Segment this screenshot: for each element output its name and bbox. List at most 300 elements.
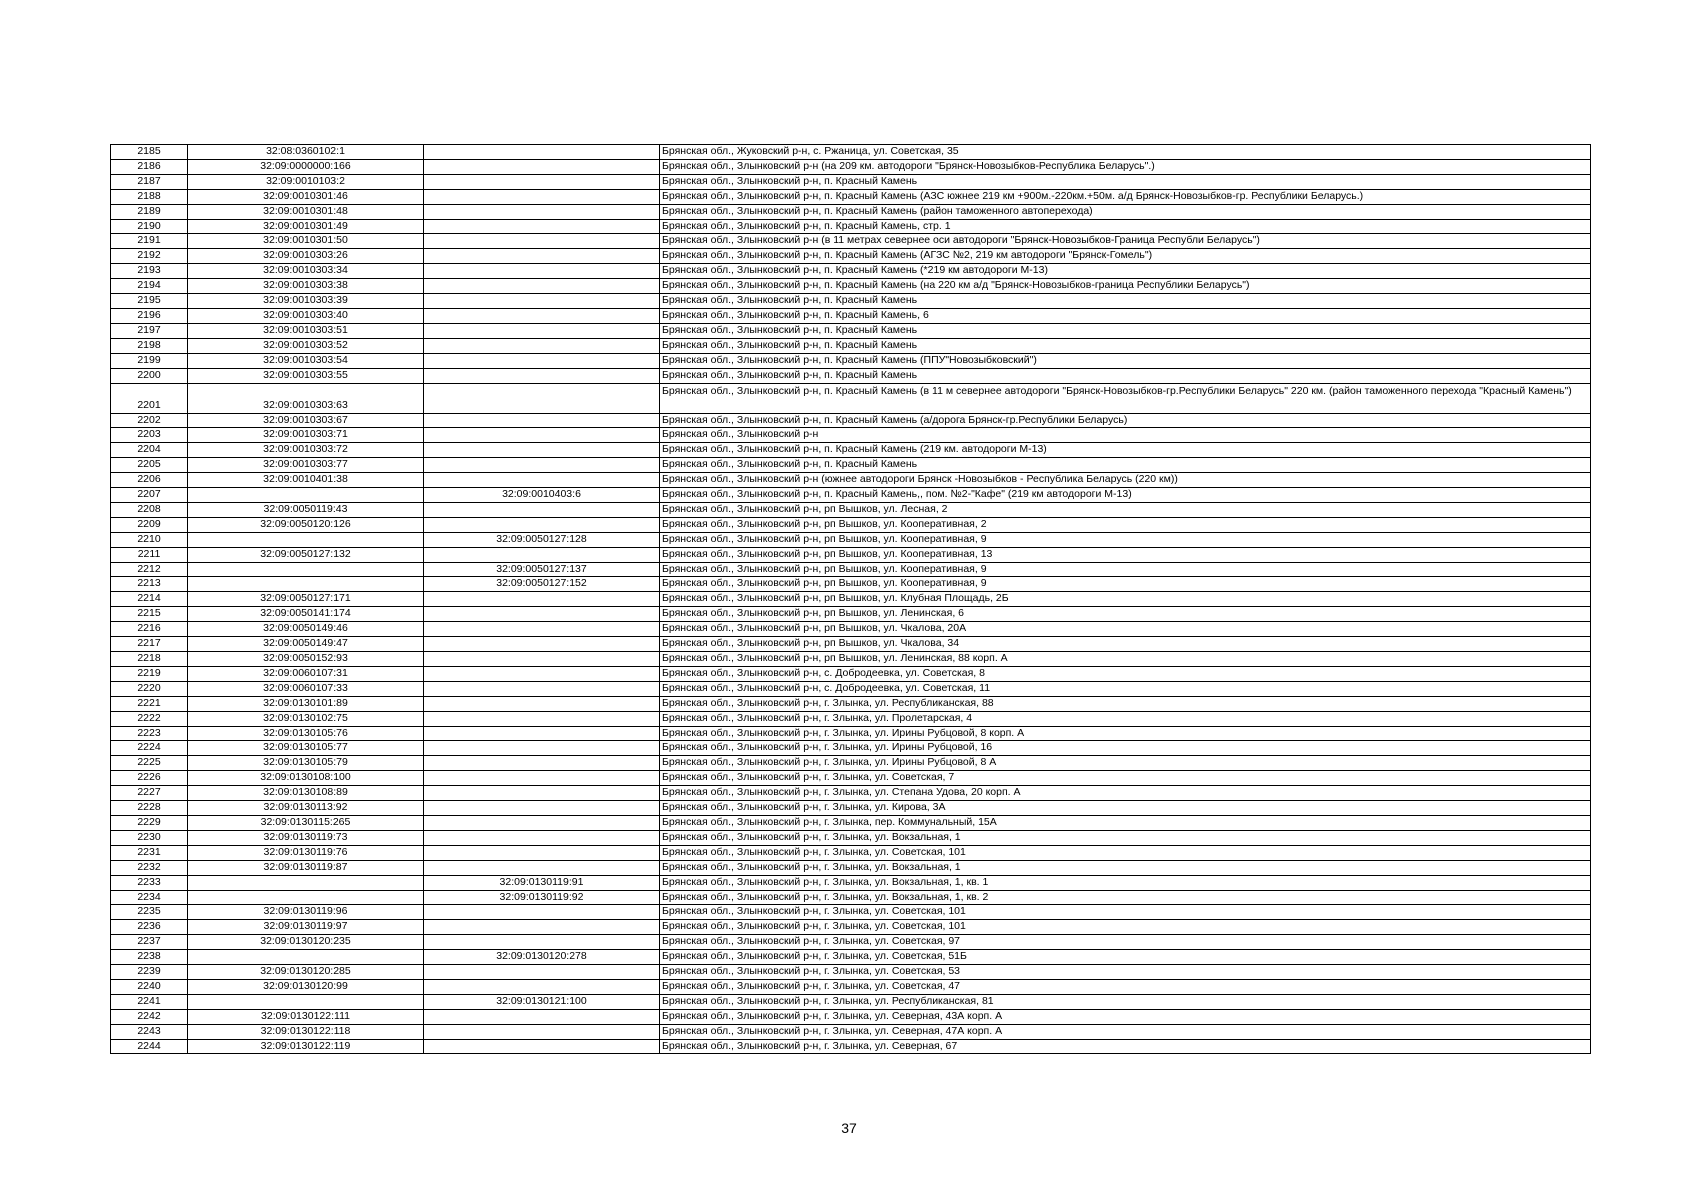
- cadastral-number-cell: 32:09:0010303:39: [188, 294, 424, 309]
- row-number-cell: 2213: [111, 577, 188, 592]
- table-row: [111, 308, 1591, 323]
- address-cell: Брянская обл., Злынковский р-н, п. Красный Камень (на 220 км а/д "Брянск-Новозыбков-граница Республики Беларусь"): [660, 279, 1591, 294]
- row-number-cell: 2188: [111, 189, 188, 204]
- table-row: [111, 204, 1591, 219]
- table-row: [111, 726, 1591, 741]
- address-cell: Брянская обл., Злынковский р-н, г. Злынка, ул. Республиканская, 88: [660, 696, 1591, 711]
- cadastral-number-cell: 32:09:0130119:96: [188, 905, 424, 920]
- premises-cadastral-number-cell: [424, 637, 660, 652]
- address-cell: Брянская обл., Злынковский р-н, г. Злынка, ул. Вокзальная, 1: [660, 860, 1591, 875]
- table-row: [111, 786, 1591, 801]
- address-cell: Брянская обл., Злынковский р-н, п. Красный Камень: [660, 174, 1591, 189]
- table-row: [111, 547, 1591, 562]
- table-row: [111, 562, 1591, 577]
- row-number-cell: 2201: [111, 383, 188, 413]
- cadastral-number-cell: 32:09:0130119:97: [188, 920, 424, 935]
- address-cell: Брянская обл., Злынковский р-н, рп Вышков, ул. Кооперативная, 9: [660, 562, 1591, 577]
- cadastral-number-cell: 32:09:0130119:76: [188, 845, 424, 860]
- premises-cadastral-number-cell: [424, 308, 660, 323]
- premises-cadastral-number-cell: [424, 741, 660, 756]
- table-row: [111, 279, 1591, 294]
- cadastral-number-cell: 32:09:0130122:111: [188, 1009, 424, 1024]
- row-number-cell: 2235: [111, 905, 188, 920]
- address-cell: Брянская обл., Злынковский р-н (южнее автодороги Брянск -Новозыбков - Республика Беларусь (220 км)): [660, 473, 1591, 488]
- premises-cadastral-number-cell: [424, 1009, 660, 1024]
- row-number-cell: 2189: [111, 204, 188, 219]
- table-row: [111, 323, 1591, 338]
- address-cell: Брянская обл., Злынковский р-н, п. Красный Камень (район таможенного автоперехода): [660, 204, 1591, 219]
- premises-cadastral-number-cell: [424, 592, 660, 607]
- cadastral-number-cell: [188, 577, 424, 592]
- row-number-cell: 2197: [111, 323, 188, 338]
- premises-cadastral-number-cell: [424, 413, 660, 428]
- cadastral-number-cell: 32:09:0050152:93: [188, 652, 424, 667]
- premises-cadastral-number-cell: [424, 443, 660, 458]
- table-row: [111, 696, 1591, 711]
- row-number-cell: 2219: [111, 666, 188, 681]
- row-number-cell: 2236: [111, 920, 188, 935]
- premises-cadastral-number-cell: [424, 174, 660, 189]
- premises-cadastral-number-cell: [424, 681, 660, 696]
- cadastral-number-cell: 32:09:0010303:52: [188, 338, 424, 353]
- cadastral-number-cell: 32:09:0010301:48: [188, 204, 424, 219]
- row-number-cell: 2227: [111, 786, 188, 801]
- row-number-cell: 2223: [111, 726, 188, 741]
- premises-cadastral-number-cell: [424, 458, 660, 473]
- row-number-cell: 2229: [111, 815, 188, 830]
- row-number-cell: 2218: [111, 652, 188, 667]
- row-number-cell: 2215: [111, 607, 188, 622]
- premises-cadastral-number-cell: [424, 368, 660, 383]
- cadastral-number-cell: 32:09:0010301:49: [188, 219, 424, 234]
- table-row: [111, 652, 1591, 667]
- cadastral-number-cell: 32:09:0130122:118: [188, 1024, 424, 1039]
- premises-cadastral-number-cell: [424, 845, 660, 860]
- row-number-cell: 2244: [111, 1039, 188, 1054]
- address-cell: Брянская обл., Злынковский р-н, с. Добродеевка, ул. Советская, 11: [660, 681, 1591, 696]
- address-cell: Брянская обл., Злынковский р-н, рп Вышков, ул. Кооперативная, 9: [660, 532, 1591, 547]
- address-cell: Брянская обл., Злынковский р-н, рп Вышков, ул. Кооперативная, 9: [660, 577, 1591, 592]
- premises-cadastral-number-cell: [424, 920, 660, 935]
- row-number-cell: 2194: [111, 279, 188, 294]
- premises-cadastral-number-cell: [424, 979, 660, 994]
- row-number-cell: 2185: [111, 145, 188, 160]
- premises-cadastral-number-cell: [424, 204, 660, 219]
- address-cell: Брянская обл., Злынковский р-н, г. Злынка, ул. Северная, 67: [660, 1039, 1591, 1054]
- address-cell: Брянская обл., Злынковский р-н, рп Вышков, ул. Кооперативная, 13: [660, 547, 1591, 562]
- table-row: [111, 890, 1591, 905]
- table-row: [111, 905, 1591, 920]
- row-number-cell: 2243: [111, 1024, 188, 1039]
- address-cell: Брянская обл., Злынковский р-н: [660, 428, 1591, 443]
- table-row: [111, 637, 1591, 652]
- cadastral-number-cell: 32:09:0010303:67: [188, 413, 424, 428]
- row-number-cell: 2228: [111, 801, 188, 816]
- cadastral-number-cell: 32:09:0050119:43: [188, 502, 424, 517]
- row-number-cell: 2231: [111, 845, 188, 860]
- cadastral-number-cell: 32:09:0010303:38: [188, 279, 424, 294]
- address-cell: Брянская обл., Злынковский р-н, г. Злынка, ул. Вокзальная, 1, кв. 2: [660, 890, 1591, 905]
- row-number-cell: 2217: [111, 637, 188, 652]
- table-row: [111, 294, 1591, 309]
- table-row: [111, 875, 1591, 890]
- address-cell: Брянская обл., Злынковский р-н, г. Злынка, ул. Республиканская, 81: [660, 994, 1591, 1009]
- row-number-cell: 2242: [111, 1009, 188, 1024]
- cadastral-number-cell: 32:09:0010303:51: [188, 323, 424, 338]
- address-cell: Брянская обл., Злынковский р-н, г. Злынка, пер. Коммунальный, 15А: [660, 815, 1591, 830]
- address-cell: Брянская обл., Злынковский р-н, г. Злынка, ул. Советская, 47: [660, 979, 1591, 994]
- premises-cadastral-number-cell: 32:09:0130120:278: [424, 950, 660, 965]
- table-row: [111, 264, 1591, 279]
- row-number-cell: 2186: [111, 159, 188, 174]
- cadastral-number-cell: 32:09:0050141:174: [188, 607, 424, 622]
- table-row: [111, 935, 1591, 950]
- premises-cadastral-number-cell: [424, 771, 660, 786]
- address-cell: Брянская обл., Злынковский р-н, п. Красный Камень: [660, 368, 1591, 383]
- table-row: [111, 830, 1591, 845]
- premises-cadastral-number-cell: [424, 607, 660, 622]
- table-row: [111, 860, 1591, 875]
- cadastral-number-cell: [188, 562, 424, 577]
- table-row: [111, 741, 1591, 756]
- cadastral-number-cell: 32:09:0010303:40: [188, 308, 424, 323]
- premises-cadastral-number-cell: [424, 473, 660, 488]
- row-number-cell: 2202: [111, 413, 188, 428]
- premises-cadastral-number-cell: [424, 502, 660, 517]
- row-number-cell: 2220: [111, 681, 188, 696]
- cadastral-number-cell: 32:09:0130105:77: [188, 741, 424, 756]
- row-number-cell: 2196: [111, 308, 188, 323]
- table-row: [111, 428, 1591, 443]
- cadastral-number-cell: 32:08:0360102:1: [188, 145, 424, 160]
- row-number-cell: 2216: [111, 622, 188, 637]
- table-row: [111, 368, 1591, 383]
- table-row: [111, 622, 1591, 637]
- premises-cadastral-number-cell: [424, 756, 660, 771]
- premises-cadastral-number-cell: 32:09:0010403:6: [424, 488, 660, 503]
- table-row: [111, 756, 1591, 771]
- table-row: [111, 801, 1591, 816]
- row-number-cell: 2211: [111, 547, 188, 562]
- address-cell: Брянская обл., Злынковский р-н, п. Красный Камень (ППУ"Новозыбковский"): [660, 353, 1591, 368]
- row-number-cell: 2212: [111, 562, 188, 577]
- row-number-cell: 2210: [111, 532, 188, 547]
- table-row: [111, 443, 1591, 458]
- row-number-cell: 2233: [111, 875, 188, 890]
- row-number-cell: 2222: [111, 711, 188, 726]
- address-cell: Брянская обл., Злынковский р-н, п. Красный Камень: [660, 338, 1591, 353]
- premises-cadastral-number-cell: [424, 249, 660, 264]
- premises-cadastral-number-cell: [424, 801, 660, 816]
- premises-cadastral-number-cell: [424, 428, 660, 443]
- registry-table-body: [111, 145, 1591, 1054]
- row-number-cell: 2209: [111, 517, 188, 532]
- table-row: [111, 249, 1591, 264]
- table-row: [111, 517, 1591, 532]
- row-number-cell: 2224: [111, 741, 188, 756]
- cadastral-number-cell: [188, 875, 424, 890]
- address-cell: Брянская обл., Злынковский р-н, г. Злынка, ул. Пролетарская, 4: [660, 711, 1591, 726]
- address-cell: Брянская обл., Злынковский р-н, п. Красный Камень (*219 км автодороги М-13): [660, 264, 1591, 279]
- table-row: [111, 771, 1591, 786]
- row-number-cell: 2195: [111, 294, 188, 309]
- address-cell: Брянская обл., Злынковский р-н, п. Красный Камень (АГЗС №2, 219 км автодороги "Брянск-Гомель"): [660, 249, 1591, 264]
- row-number-cell: 2208: [111, 502, 188, 517]
- row-number-cell: 2232: [111, 860, 188, 875]
- premises-cadastral-number-cell: [424, 219, 660, 234]
- premises-cadastral-number-cell: [424, 264, 660, 279]
- row-number-cell: 2204: [111, 443, 188, 458]
- table-row: [111, 979, 1591, 994]
- premises-cadastral-number-cell: [424, 830, 660, 845]
- address-cell: Брянская обл., Злынковский р-н, г. Злынка, ул. Советская, 101: [660, 845, 1591, 860]
- table-row: [111, 219, 1591, 234]
- table-row: [111, 666, 1591, 681]
- cadastral-number-cell: 32:09:0010303:63: [188, 383, 424, 413]
- row-number-cell: 2234: [111, 890, 188, 905]
- address-cell: Брянская обл., Злынковский р-н, г. Злынка, ул. Северная, 43А корп. А: [660, 1009, 1591, 1024]
- table-row: [111, 607, 1591, 622]
- row-number-cell: 2187: [111, 174, 188, 189]
- table-row: [111, 950, 1591, 965]
- table-row: [111, 1024, 1591, 1039]
- table-row: [111, 353, 1591, 368]
- address-cell: Брянская обл., Злынковский р-н, г. Злынка, ул. Вокзальная, 1: [660, 830, 1591, 845]
- table-row: [111, 383, 1591, 413]
- row-number-cell: 2226: [111, 771, 188, 786]
- address-cell: Брянская обл., Злынковский р-н, г. Злынка, ул. Вокзальная, 1, кв. 1: [660, 875, 1591, 890]
- premises-cadastral-number-cell: [424, 696, 660, 711]
- row-number-cell: 2198: [111, 338, 188, 353]
- premises-cadastral-number-cell: [424, 786, 660, 801]
- cadastral-number-cell: 32:09:0010103:2: [188, 174, 424, 189]
- table-row: [111, 458, 1591, 473]
- cadastral-number-cell: 32:09:0050149:46: [188, 622, 424, 637]
- premises-cadastral-number-cell: [424, 726, 660, 741]
- cadastral-number-cell: 32:09:0010303:34: [188, 264, 424, 279]
- table-row: [111, 845, 1591, 860]
- cadastral-number-cell: [188, 890, 424, 905]
- premises-cadastral-number-cell: 32:09:0050127:152: [424, 577, 660, 592]
- table-row: [111, 577, 1591, 592]
- address-cell: Брянская обл., Жуковский р-н, с. Ржаница, ул. Советская, 35: [660, 145, 1591, 160]
- premises-cadastral-number-cell: [424, 905, 660, 920]
- address-cell: Брянская обл., Злынковский р-н, рп Вышков, ул. Чкалова, 34: [660, 637, 1591, 652]
- cadastral-number-cell: 32:09:0010303:55: [188, 368, 424, 383]
- row-number-cell: 2193: [111, 264, 188, 279]
- address-cell: Брянская обл., Злынковский р-н, рп Вышков, ул. Кооперативная, 2: [660, 517, 1591, 532]
- address-cell: Брянская обл., Злынковский р-н, п. Красный Камень, 6: [660, 308, 1591, 323]
- premises-cadastral-number-cell: [424, 159, 660, 174]
- cadastral-number-cell: [188, 488, 424, 503]
- row-number-cell: 2205: [111, 458, 188, 473]
- premises-cadastral-number-cell: 32:09:0130119:92: [424, 890, 660, 905]
- address-cell: Брянская обл., Злынковский р-н, г. Злынка, ул. Советская, 53: [660, 965, 1591, 980]
- row-number-cell: 2203: [111, 428, 188, 443]
- address-cell: Брянская обл., Злынковский р-н (в 11 метрах севернее оси автодороги "Брянск-Новозыбков-Граница Республи Беларусь"): [660, 234, 1591, 249]
- row-number-cell: 2206: [111, 473, 188, 488]
- cadastral-number-cell: 32:09:0010301:46: [188, 189, 424, 204]
- cadastral-number-cell: 32:09:0060107:31: [188, 666, 424, 681]
- cadastral-number-cell: 32:09:0050127:171: [188, 592, 424, 607]
- address-cell: Брянская обл., Злынковский р-н, г. Злынка, ул. Советская, 97: [660, 935, 1591, 950]
- address-cell: Брянская обл., Злынковский р-н, г. Злынка, ул. Степана Удова, 20 корп. А: [660, 786, 1591, 801]
- cadastral-number-cell: 32:09:0010303:77: [188, 458, 424, 473]
- table-row: [111, 1039, 1591, 1054]
- cadastral-number-cell: 32:09:0060107:33: [188, 681, 424, 696]
- cadastral-number-cell: [188, 994, 424, 1009]
- cadastral-number-cell: 32:09:0130101:89: [188, 696, 424, 711]
- property-registry-table: [110, 144, 1591, 1054]
- premises-cadastral-number-cell: [424, 711, 660, 726]
- row-number-cell: 2191: [111, 234, 188, 249]
- address-cell: Брянская обл., Злынковский р-н, п. Красный Камень,, пом. №2-"Кафе" (219 км автодороги М-13): [660, 488, 1591, 503]
- cadastral-number-cell: 32:09:0130105:79: [188, 756, 424, 771]
- row-number-cell: 2221: [111, 696, 188, 711]
- premises-cadastral-number-cell: [424, 935, 660, 950]
- premises-cadastral-number-cell: [424, 1024, 660, 1039]
- cadastral-number-cell: 32:09:0130115:265: [188, 815, 424, 830]
- row-number-cell: 2230: [111, 830, 188, 845]
- premises-cadastral-number-cell: [424, 189, 660, 204]
- cadastral-number-cell: [188, 532, 424, 547]
- address-cell: Брянская обл., Злынковский р-н, г. Злынка, ул. Кирова, 3А: [660, 801, 1591, 816]
- row-number-cell: 2239: [111, 965, 188, 980]
- premises-cadastral-number-cell: [424, 622, 660, 637]
- address-cell: Брянская обл., Злынковский р-н, рп Вышков, ул. Ленинская, 88 корп. А: [660, 652, 1591, 667]
- address-cell: Брянская обл., Злынковский р-н, п. Красный Камень: [660, 458, 1591, 473]
- premises-cadastral-number-cell: [424, 547, 660, 562]
- cadastral-number-cell: 32:09:0010303:26: [188, 249, 424, 264]
- cadastral-number-cell: 32:09:0050127:132: [188, 547, 424, 562]
- table-row: [111, 145, 1591, 160]
- row-number-cell: 2237: [111, 935, 188, 950]
- table-row: [111, 234, 1591, 249]
- address-cell: Брянская обл., Злынковский р-н, п. Красный Камень (в 11 м севернее автодороги "Брянск-Новозыбков-гр.Республики Беларусь" 220 км. (район таможенного перехода "Красный Камень"): [660, 383, 1591, 413]
- address-cell: Брянская обл., Злынковский р-н, г. Злынка, ул. Советская, 7: [660, 771, 1591, 786]
- address-cell: Брянская обл., Злынковский р-н, рп Вышков, ул. Лесная, 2: [660, 502, 1591, 517]
- table-row: [111, 174, 1591, 189]
- cadastral-number-cell: 32:09:0010303:71: [188, 428, 424, 443]
- premises-cadastral-number-cell: [424, 860, 660, 875]
- cadastral-number-cell: 32:09:0130120:285: [188, 965, 424, 980]
- premises-cadastral-number-cell: [424, 353, 660, 368]
- premises-cadastral-number-cell: [424, 815, 660, 830]
- row-number-cell: 2190: [111, 219, 188, 234]
- address-cell: Брянская обл., Злынковский р-н, рп Вышков, ул. Клубная Площадь, 2Б: [660, 592, 1591, 607]
- cadastral-number-cell: [188, 950, 424, 965]
- address-cell: Брянская обл., Злынковский р-н (на 209 км. автодороги "Брянск-Новозыбков-Республика Беларусь".): [660, 159, 1591, 174]
- premises-cadastral-number-cell: [424, 666, 660, 681]
- address-cell: Брянская обл., Злынковский р-н, п. Красный Камень (а/дорога Брянск-гр.Республики Беларусь): [660, 413, 1591, 428]
- table-row: [111, 532, 1591, 547]
- address-cell: Брянская обл., Злынковский р-н, с. Добродеевка, ул. Советская, 8: [660, 666, 1591, 681]
- cadastral-number-cell: 32:09:0130113:92: [188, 801, 424, 816]
- premises-cadastral-number-cell: [424, 145, 660, 160]
- cadastral-number-cell: 32:09:0010301:50: [188, 234, 424, 249]
- table-row: [111, 965, 1591, 980]
- table-row: [111, 413, 1591, 428]
- premises-cadastral-number-cell: [424, 279, 660, 294]
- premises-cadastral-number-cell: [424, 965, 660, 980]
- table-row: [111, 189, 1591, 204]
- table-row: [111, 994, 1591, 1009]
- cadastral-number-cell: 32:09:0130122:119: [188, 1039, 424, 1054]
- premises-cadastral-number-cell: 32:09:0130119:91: [424, 875, 660, 890]
- table-row: [111, 815, 1591, 830]
- row-number-cell: 2241: [111, 994, 188, 1009]
- address-cell: Брянская обл., Злынковский р-н, г. Злынка, ул. Северная, 47А корп. А: [660, 1024, 1591, 1039]
- address-cell: Брянская обл., Злынковский р-н, г. Злынка, ул. Ирины Рубцовой, 16: [660, 741, 1591, 756]
- row-number-cell: 2192: [111, 249, 188, 264]
- cadastral-number-cell: 32:09:0050149:47: [188, 637, 424, 652]
- cadastral-number-cell: 32:09:0130108:100: [188, 771, 424, 786]
- premises-cadastral-number-cell: 32:09:0130121:100: [424, 994, 660, 1009]
- cadastral-number-cell: 32:09:0010303:54: [188, 353, 424, 368]
- row-number-cell: 2238: [111, 950, 188, 965]
- cadastral-number-cell: 32:09:0130119:73: [188, 830, 424, 845]
- row-number-cell: 2200: [111, 368, 188, 383]
- cadastral-number-cell: 32:09:0130120:235: [188, 935, 424, 950]
- cadastral-number-cell: 32:09:0050120:126: [188, 517, 424, 532]
- cadastral-number-cell: 32:09:0000000:166: [188, 159, 424, 174]
- cadastral-number-cell: 32:09:0010303:72: [188, 443, 424, 458]
- address-cell: Брянская обл., Злынковский р-н, г. Злынка, ул. Ирины Рубцовой, 8 корп. А: [660, 726, 1591, 741]
- cadastral-number-cell: 32:09:0130108:89: [188, 786, 424, 801]
- table-row: [111, 711, 1591, 726]
- table-row: [111, 920, 1591, 935]
- table-row: [111, 159, 1591, 174]
- premises-cadastral-number-cell: [424, 323, 660, 338]
- premises-cadastral-number-cell: [424, 517, 660, 532]
- premises-cadastral-number-cell: [424, 1039, 660, 1054]
- cadastral-number-cell: 32:09:0010401:38: [188, 473, 424, 488]
- address-cell: Брянская обл., Злынковский р-н, рп Вышков, ул. Ленинская, 6: [660, 607, 1591, 622]
- address-cell: Брянская обл., Злынковский р-н, п. Красный Камень: [660, 323, 1591, 338]
- premises-cadastral-number-cell: 32:09:0050127:137: [424, 562, 660, 577]
- row-number-cell: 2240: [111, 979, 188, 994]
- premises-cadastral-number-cell: [424, 338, 660, 353]
- row-number-cell: 2199: [111, 353, 188, 368]
- address-cell: Брянская обл., Злынковский р-н, п. Красный Камень: [660, 294, 1591, 309]
- row-number-cell: 2225: [111, 756, 188, 771]
- row-number-cell: 2207: [111, 488, 188, 503]
- premises-cadastral-number-cell: [424, 383, 660, 413]
- table-row: [111, 592, 1591, 607]
- cadastral-number-cell: 32:09:0130105:76: [188, 726, 424, 741]
- address-cell: Брянская обл., Злынковский р-н, г. Злынка, ул. Советская, 51Б: [660, 950, 1591, 965]
- premises-cadastral-number-cell: [424, 294, 660, 309]
- premises-cadastral-number-cell: 32:09:0050127:128: [424, 532, 660, 547]
- cadastral-number-cell: 32:09:0130119:87: [188, 860, 424, 875]
- cadastral-number-cell: 32:09:0130120:99: [188, 979, 424, 994]
- address-cell: Брянская обл., Злынковский р-н, г. Злынка, ул. Советская, 101: [660, 905, 1591, 920]
- table-row: [111, 488, 1591, 503]
- address-cell: Брянская обл., Злынковский р-н, г. Злынка, ул. Ирины Рубцовой, 8 А: [660, 756, 1591, 771]
- premises-cadastral-number-cell: [424, 234, 660, 249]
- table-row: [111, 473, 1591, 488]
- row-number-cell: 2214: [111, 592, 188, 607]
- address-cell: Брянская обл., Злынковский р-н, п. Красный Камень (АЗС южнее 219 км +900м.-220км.+50м. а/д Брянск-Новозыбков-гр. Республики Беларусь.): [660, 189, 1591, 204]
- premises-cadastral-number-cell: [424, 652, 660, 667]
- address-cell: Брянская обл., Злынковский р-н, п. Красный Камень, стр. 1: [660, 219, 1591, 234]
- table-row: [111, 681, 1591, 696]
- table-row: [111, 502, 1591, 517]
- table-row: [111, 338, 1591, 353]
- address-cell: Брянская обл., Злынковский р-н, г. Злынка, ул. Советская, 101: [660, 920, 1591, 935]
- cadastral-number-cell: 32:09:0130102:75: [188, 711, 424, 726]
- address-cell: Брянская обл., Злынковский р-н, рп Вышков, ул. Чкалова, 20А: [660, 622, 1591, 637]
